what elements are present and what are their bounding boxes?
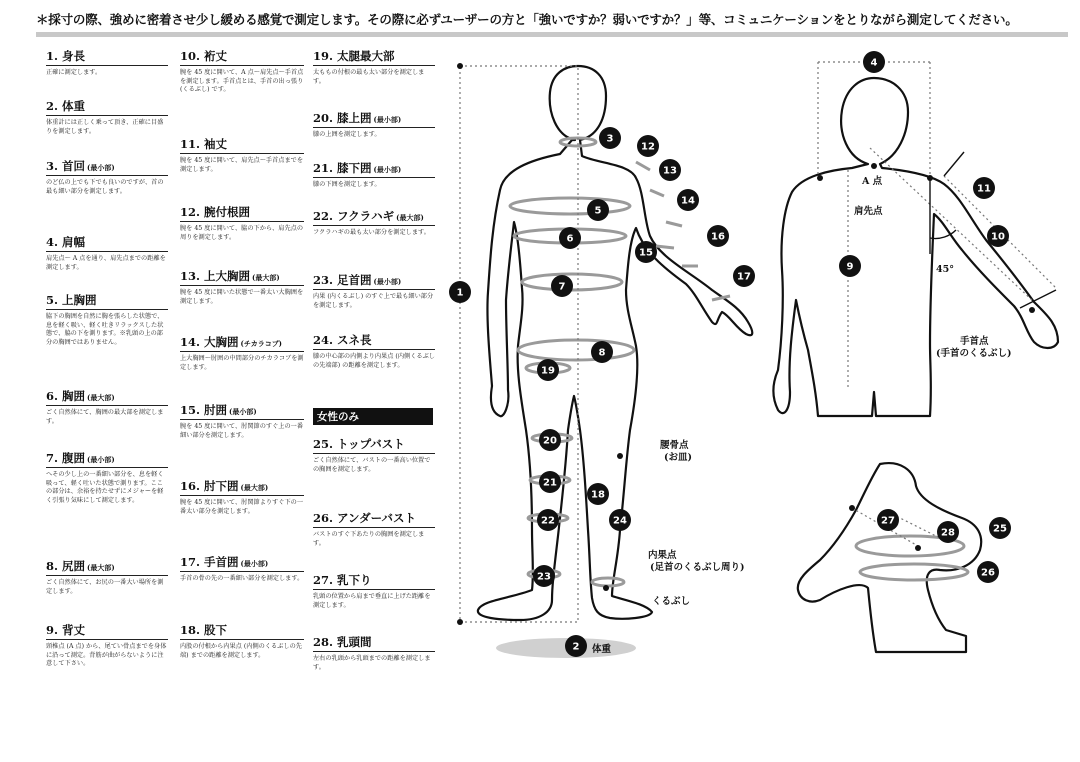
measurement-tag: (最小部) (373, 115, 402, 124)
measurement-title-text: 7. 腹囲 (46, 451, 86, 465)
measurement-description: 乳頭の位置から肩まで垂直に上げた距離を測定します。 (313, 593, 431, 609)
measurement-description: 内果 (内くるぶし) のすぐ上で最も細い部分を測定します。 (313, 293, 434, 309)
label-a-point: A 点 (862, 176, 883, 187)
measurement-tag: (最小部) (373, 165, 402, 174)
measurement-description: ごく自然体にて、胸囲の最大部を測定します。 (46, 409, 164, 425)
measurement-description: へその少し上の一番細い部分を、息を軽く吸って、軽く吐いた状態で測ります。ここの部分は、余裕を持たせずにメジャーを軽く引張り気味にして測定します。 (46, 471, 164, 504)
measurement-description: 腕を 45 度に開いて、肩先点〜手首点までを測定します。 (180, 157, 304, 173)
measurement-description: のど仏の上でも下でも良いのですが、首の最も細い部分を測定します。 (46, 179, 164, 195)
label-wrist-sub: (手首のくるぶし) (936, 348, 1012, 359)
measurement-badge-number: 22 (541, 515, 555, 527)
measurement-title-text: 11. 袖丈 (180, 137, 228, 151)
measurement-title-text: 13. 上大胸囲 (180, 269, 251, 283)
measurement-title: 27. 乳下り (313, 572, 435, 590)
measurement-badge-number: 20 (543, 435, 557, 447)
measurement-description: 腕を 45 度に開いて、肘関節よりすぐ下の一番太い部分を測定します。 (180, 499, 304, 515)
women-only-label: 女性のみ (313, 408, 433, 425)
measurement-badge-number: 24 (613, 515, 627, 527)
measurement-description: 手首の骨の先の一番細い部分を測定します。 (180, 575, 304, 582)
measurement-tag: (最大部) (87, 393, 115, 402)
measurement-description: ごく自然体にて、お尻の一番大い場所を測定します。 (46, 579, 164, 595)
measurement-description: 膝の中心部の内側より内果点 (内側くるぶしの先端部) の距離を測定します。 (313, 353, 435, 369)
measurement-title-text: 12. 腕付根囲 (180, 205, 251, 219)
measurement-tag: (最小部) (373, 277, 402, 286)
measurement-title-text: 23. 足首囲 (313, 273, 372, 287)
instruction-header: ＊採寸の際、強めに密着させ少し緩める感覚で測定します。その際に必ずユーザーの方と「強いですか？弱いですか？」等、コミュニケーションをとりながら測定してください。 (36, 12, 1018, 27)
measurement-description: 腕を 45 度に開いた状態で一番太い大胸囲を測定します。 (180, 289, 304, 305)
measurement-description: 正確に測定します。 (46, 69, 102, 76)
measurement-title: 28. 乳頭間 (313, 634, 435, 652)
measurement-badge-number: 12 (641, 141, 655, 153)
measurement-title-text: 8. 尻囲 (46, 559, 86, 573)
measurement-title-text: 20. 膝上囲 (313, 111, 372, 125)
measurement-badge-number: 25 (993, 523, 1007, 535)
measurement-description: 頸椎点 (A 点) から、尾てい骨点までを身体に沿って測定。背筋が曲がらないように注意して下さい。 (46, 643, 167, 668)
measurement-tag: (最大部) (252, 273, 280, 282)
measurement-badge-number: 23 (537, 571, 551, 583)
measurement-badge-number: 19 (541, 365, 555, 377)
measurement-title-text: 3. 首回 (46, 159, 86, 173)
measurement-title-text: 1. 身長 (46, 49, 86, 63)
measurement-description: 膝の下囲を測定します。 (313, 181, 381, 188)
measurement-title-text: 2. 体重 (46, 99, 86, 113)
label-45-degree: 45° (936, 264, 954, 275)
measurement-description: バストのすぐ下あたりの胸囲を測定します。 (313, 531, 425, 547)
measurement-description: 体重計には正しく乗って頂き、正確に目盛りを測定します。 (46, 119, 164, 135)
measurement-tag: (チカラコブ) (240, 339, 282, 348)
label-hip-point: 腰骨点 (660, 440, 689, 451)
measurement-badge-number: 4 (870, 57, 878, 69)
label-shoulder-point: 肩先点 (854, 206, 883, 217)
measurement-description: ごく自然体にて、バストの一番高い位置での胸囲を測定します。 (313, 457, 431, 473)
measurement-badge-number: 17 (737, 271, 751, 283)
measurement-badge-number: 8 (598, 347, 606, 359)
measurement-badge-number: 3 (606, 133, 614, 145)
measurement-tag: (最小部) (87, 455, 115, 464)
measurement-badge-number: 5 (594, 205, 602, 217)
measurement-badge-number: 6 (566, 233, 574, 245)
measurement-title-text: 5. 上胸囲 (46, 293, 97, 307)
measurement-title-text: 15. 肘囲 (180, 403, 228, 417)
measurement-title-text: 6. 胸囲 (46, 389, 86, 403)
measurement-badge-number: 27 (881, 515, 895, 527)
measurement-title-text: 21. 膝下囲 (313, 161, 372, 175)
measurement-description: フクラハギの最も太い部分を測定します。 (313, 229, 430, 236)
measurement-title: 26. アンダーバスト (313, 510, 435, 528)
measurement-badge-number: 10 (991, 231, 1005, 243)
measurement-title-text: 9. 背丈 (46, 623, 86, 637)
measurement-description: 腕を 45 度に開いて、A 点〜肩先点〜手首点を測定します。手首点とは、手首の出っ張り (くるぶし) です。 (180, 69, 304, 94)
measurement-title-text: 10. 裄丈 (180, 49, 228, 63)
measurement-description: 腕を 45 度に開いて、脇の下から、肩先点の周りを測定します。 (180, 225, 304, 241)
measurement-badge-number: 28 (941, 527, 955, 539)
measurement-badge-number: 1 (456, 287, 464, 299)
measurement-tag: (最大部) (87, 563, 115, 572)
measurement-badge-number: 26 (981, 567, 995, 579)
label-weight: 体重 (592, 644, 612, 655)
measurement-badge-number: 2 (572, 641, 580, 653)
measurement-description: 脇下の胸囲を自然に胸を張らした状態で、息を軽く吸い、軽く吐きリラックスした状態で、脇の下を測ります。※乳頭の上の部分の胸囲ではありません。 (46, 313, 164, 346)
measurement-title-text: 4. 肩幅 (46, 235, 86, 249)
measurement-description: 左右の乳頭から乳頭までの距離を測定します。 (313, 655, 431, 671)
measurement-tag: (最小部) (87, 163, 115, 172)
measurement-badge-number: 9 (846, 261, 854, 273)
label-hip-sub: (お皿) (664, 452, 692, 463)
measurement-title-text: 22. フクラハギ (313, 209, 395, 223)
label-wrist-point: 手首点 (960, 336, 989, 347)
measurement-title: 25. トップバスト (313, 436, 435, 454)
measurement-title-text: 24. スネ長 (313, 333, 372, 347)
measurement-title-text: 17. 手首囲 (180, 555, 239, 569)
measurement-description: 上大胸囲〜肘囲の中間部分のチカラコブを測定します。 (180, 355, 304, 371)
measurement-badge-number: 14 (681, 195, 695, 207)
measurement-badge-number: 16 (711, 231, 725, 243)
measurement-badge-number: 18 (591, 489, 605, 501)
label-inner-ankle-sub: (足首のくるぶし周り) (650, 562, 745, 573)
measurement-description: 内股の付根から内果点 (内側のくるぶしの先端) までの距離を測定します。 (180, 643, 302, 659)
measurement-title-text: 19. 太腿最大部 (313, 49, 395, 63)
measurement-badge-number: 11 (977, 183, 991, 195)
measurement-tag: (最小部) (229, 407, 257, 416)
label-inner-ankle: 内果点 (648, 550, 677, 561)
measurement-bands (510, 138, 968, 586)
measurement-badge-number: 7 (558, 281, 566, 293)
measurement-description: 太ももの付根の最も太い部分を測定します。 (313, 69, 425, 85)
measurement-tag: (最小部) (240, 559, 269, 568)
bust-side-outline (798, 463, 981, 652)
measurement-title-text: 18. 股下 (180, 623, 228, 637)
measurement-badge-number: 15 (639, 247, 653, 259)
measurement-badge-number: 21 (543, 477, 557, 489)
measurement-description: 肩先点〜 A 点を通り、肩先点までの距離を測定します。 (46, 255, 166, 271)
measurement-tag: (最大部) (240, 483, 269, 492)
measurement-title-text: 16. 肘下囲 (180, 479, 239, 493)
measurement-badge-number: 13 (663, 165, 677, 177)
measurement-description: 膝の上囲を測定します。 (313, 131, 381, 138)
measurement-tag: (最大部) (396, 213, 424, 222)
label-ankle: くるぶし (652, 596, 691, 607)
measurement-title-text: 14. 大胸囲 (180, 335, 239, 349)
measurement-description: 腕を 45 度に開いて、肘関節のすぐ上の一番細い部分を測定します。 (180, 423, 304, 439)
